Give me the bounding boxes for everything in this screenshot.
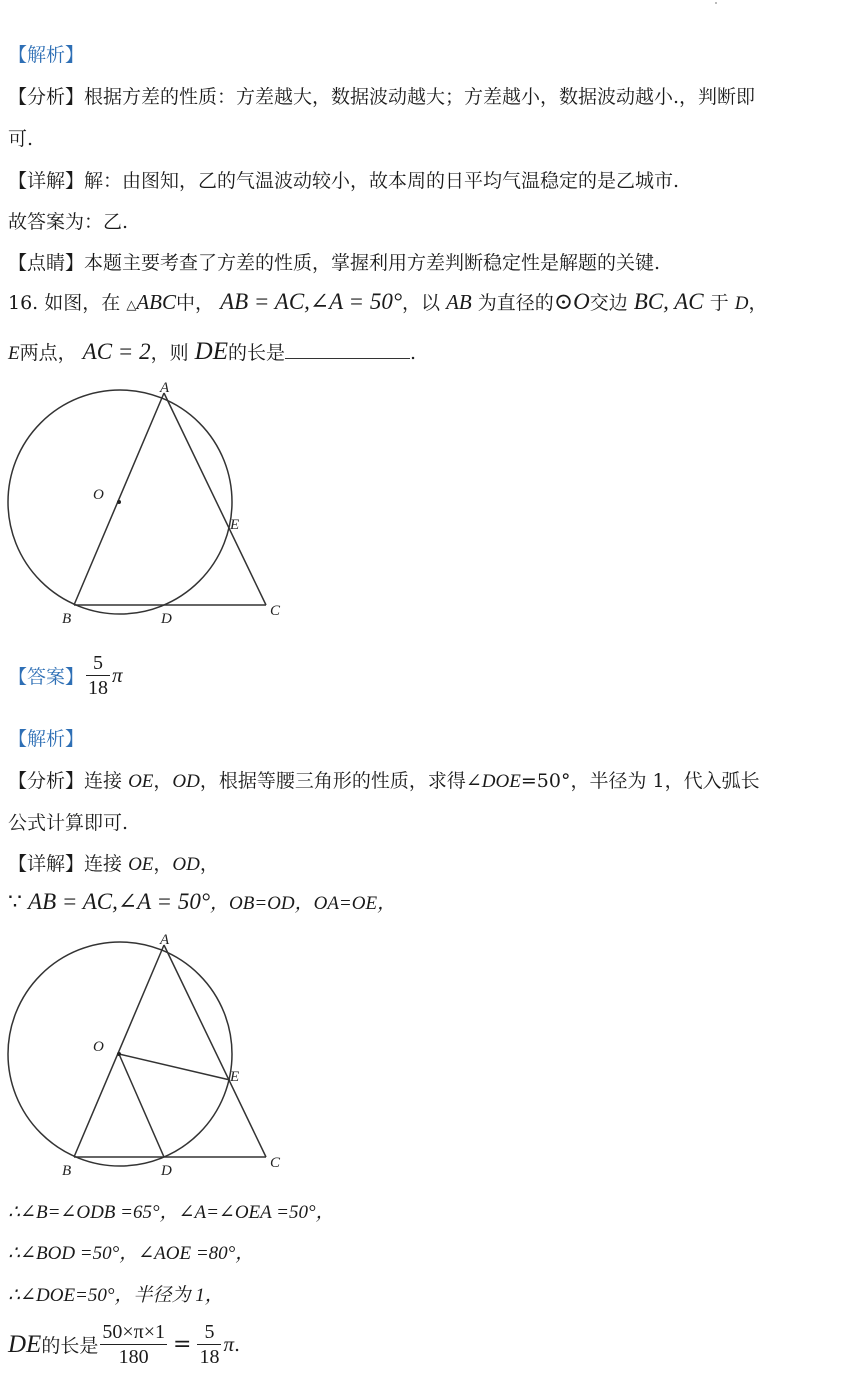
- sides-bc-ac: BC, AC: [633, 289, 704, 314]
- condition-math-2: AB = AC,∠A = 50°: [28, 889, 211, 914]
- q16-text: 中，: [176, 292, 215, 314]
- fenxi-line-1: [8, 82, 755, 109]
- jiexi-heading-2: 【解析】: [8, 728, 85, 750]
- geometry-figure-2: [0, 932, 300, 1182]
- fenxi-text: ，根据等腰三角形的性质，求得∠: [199, 770, 482, 792]
- triangle-symbol: △: [126, 298, 137, 313]
- fenxi2-line-2: 公式计算即可.: [8, 812, 129, 834]
- fenxi-text: =50°，半径为 1，代入弧长: [520, 770, 760, 792]
- q16-text: .: [410, 342, 417, 364]
- final-fraction-1: [100, 1320, 167, 1369]
- segment-ab: AB: [446, 290, 472, 314]
- center-dot: [117, 500, 121, 504]
- condition-math: AB = AC,∠A = 50°: [220, 289, 403, 314]
- ac-value: AC = 2: [82, 339, 151, 364]
- label-b: B: [62, 1163, 72, 1179]
- label-d: D: [161, 1163, 172, 1179]
- xiangjie-line: [8, 166, 679, 193]
- q16-line-2: [8, 338, 416, 366]
- q16-text: 交边: [589, 292, 628, 314]
- final-line: [8, 1320, 240, 1369]
- label-a: A: [160, 932, 170, 948]
- fenxi-text: ，: [153, 770, 173, 792]
- because-symbol: ∵: [8, 890, 22, 915]
- final-pi: π: [223, 1332, 234, 1356]
- segment-ac-line: [164, 945, 266, 1157]
- segment-od: OD: [172, 854, 200, 875]
- answer-pi: π: [112, 663, 123, 687]
- point-d: D: [734, 293, 749, 314]
- answer-line-1: 故答案为：乙.: [8, 211, 129, 233]
- q16-line-1: [8, 288, 768, 315]
- fenxi-tag: 【分析】: [8, 86, 85, 108]
- step-1: ∴∠B=∠ODB =65°，∠A=∠OEA =50°，: [8, 1202, 335, 1223]
- question-number: 16.: [8, 292, 39, 314]
- segment-oe: OE: [128, 771, 154, 792]
- label-e: E: [230, 1069, 240, 1085]
- label-a: A: [160, 380, 170, 396]
- q16-text: 两点，: [19, 342, 77, 364]
- equal-segments: ，OB=OD，OA=OE，: [210, 893, 397, 914]
- angle-doe: DOE: [481, 771, 521, 792]
- dianjing-tag: 【点睛】: [8, 252, 85, 274]
- final-fraction-2: [197, 1320, 221, 1369]
- q16-text: ，: [748, 292, 768, 314]
- label-o: O: [93, 1039, 104, 1055]
- step-3: ∴∠DOE=50°，半径为 1，: [8, 1285, 224, 1306]
- label-b: B: [62, 611, 72, 627]
- final-text: 的长是: [41, 1335, 99, 1357]
- answer-tag: 【答案】: [8, 666, 85, 688]
- label-c: C: [270, 1155, 281, 1171]
- jiexi-heading-1: 【解析】: [8, 44, 85, 66]
- final-numerator: 50×π×1: [102, 1321, 165, 1343]
- final-denominator-2: 18: [199, 1346, 220, 1368]
- scan-speck: [715, 2, 717, 4]
- segment-od-line: [119, 1054, 164, 1157]
- dianjing-text: 本题主要考查了方差的性质，掌握利用方差判断稳定性是解题的关键.: [84, 252, 661, 274]
- fenxi-line-2: 可.: [8, 128, 34, 150]
- xiangjie2-line: [8, 849, 219, 876]
- q16-text: 的长是: [227, 342, 285, 364]
- answer-fraction: [86, 651, 110, 700]
- final-denominator: 180: [118, 1346, 149, 1368]
- xiangjie-text: ，: [199, 853, 219, 875]
- q16-text: 如图，在: [44, 292, 121, 314]
- label-o: O: [93, 487, 104, 503]
- xiangjie-text: 连接: [84, 853, 129, 875]
- segment-ac-line: [164, 393, 266, 605]
- triangle-abc: ABC: [136, 290, 176, 314]
- answer-line: [8, 651, 123, 700]
- segment-oe-line: [119, 1054, 230, 1080]
- arc-de: DE: [194, 338, 228, 365]
- final-period: .: [233, 1333, 241, 1356]
- point-e: E: [8, 343, 20, 364]
- label-c: C: [270, 603, 281, 619]
- q16-text: 于: [709, 292, 729, 314]
- circle-o: ⊙O: [553, 289, 590, 314]
- fenxi-tag: 【分析】: [8, 770, 85, 792]
- fenxi-text: 根据方差的性质：方差越大，数据波动越大；方差越小，数据波动越小.，判断即: [84, 86, 756, 108]
- step-2: ∴∠BOD =50°，∠AOE =80°，: [8, 1243, 255, 1264]
- because-line: [8, 888, 396, 915]
- label-e: E: [230, 517, 240, 533]
- answer-blank: [285, 340, 410, 359]
- final-numerator-2: 5: [197, 1320, 221, 1345]
- xiangjie-text: 解：由图知，乙的气温波动较小，故本周的日平均气温稳定的是乙城市.: [84, 170, 680, 192]
- q16-text: ，以: [402, 292, 441, 314]
- segment-od: OD: [172, 771, 200, 792]
- fenxi-text: 连接: [84, 770, 129, 792]
- xiangjie-tag: 【详解】: [8, 853, 85, 875]
- xiangjie-tag: 【详解】: [8, 170, 85, 192]
- segment-ab-line: [74, 393, 164, 605]
- center-dot: [117, 1052, 121, 1056]
- answer-denominator: 18: [88, 677, 109, 699]
- q16-text: 为直径的: [477, 292, 554, 314]
- q16-text: ，则: [150, 342, 189, 364]
- fenxi2-line-1: [8, 766, 760, 793]
- equals-sign: =: [173, 1332, 192, 1357]
- answer-numerator: 5: [86, 651, 110, 676]
- arc-de-final: DE: [8, 1330, 42, 1358]
- xiangjie-text: ，: [153, 853, 173, 875]
- dianjing-line: [8, 248, 660, 275]
- segment-oe: OE: [128, 854, 154, 875]
- label-d: D: [161, 611, 172, 627]
- geometry-figure-1: [0, 380, 300, 630]
